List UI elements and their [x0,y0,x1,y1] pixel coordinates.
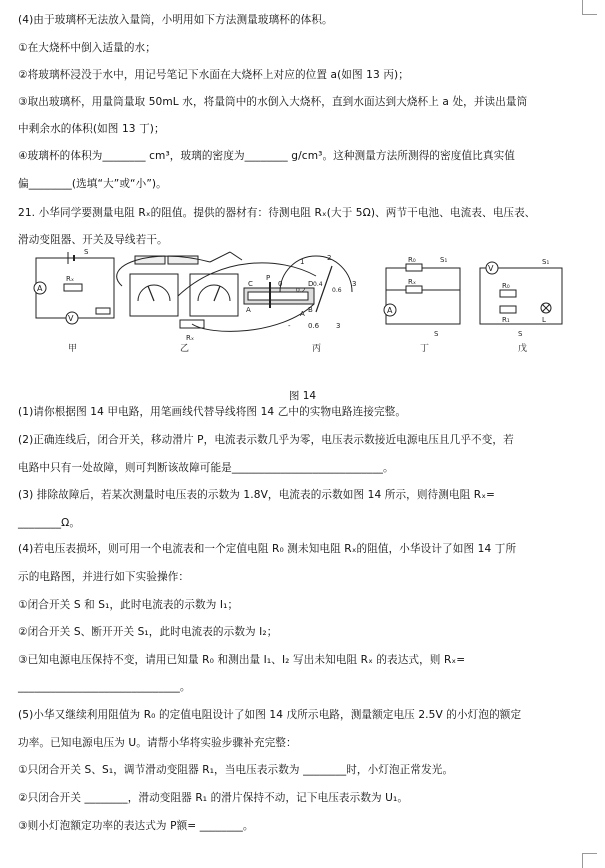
text-line: ④玻璃杯的体积为________ cm³，玻璃的密度为________ g/cm³。这种测量方法所测得的密度值比真实值 [18,150,515,162]
text-line: 中剩余水的体积(如图 13 丁)； [18,123,165,135]
scale-tick-3: 3 [352,280,357,288]
label-jia: 甲 [68,344,78,354]
ammeter-label: A [37,284,43,293]
text-line: ③则小灯泡额定功率的表达式为 P额= ________。 [18,820,254,832]
text-line: 21. 小华同学要测量电阻 Rₓ的阻值。提供的器材有：待测电阻 Rₓ(大于 5Ω)、两节干电池、电流表、电压表、 [18,207,536,219]
voltmeter-label: V [68,314,74,323]
r0-wu-label: R₀ [502,282,510,290]
figure-caption: 图 14 [288,390,317,402]
s-wu-label: S [518,330,523,338]
text-line: 滑动变阻器、开关及导线若干。 [18,234,168,246]
scale-tick-0: 0 [278,280,283,288]
circuit-ding [384,256,460,354]
s1-wu-label: S₁ [542,258,550,266]
figure-14 [30,246,575,396]
text-line: (4)若电压表损坏，则可用一个电流表和一个定值电阻 R₀ 测未知电阻 Rₓ的阻值，小华设计了如图 14 丁所 [18,543,517,555]
label-wu: 戊 [518,344,528,354]
page-corner-bottom [582,853,597,868]
terminal-b-label: B [308,306,313,314]
inner-tick-1: 0.2 [296,287,306,294]
s-label-ding: S [434,330,439,338]
dial-a-label: A [300,310,305,318]
inner-tick-3: 0.6 [332,287,342,294]
text-line: ①在大烧杯中倒入适量的水； [18,42,156,54]
label-ding: 丁 [420,344,430,354]
scale-tick-2: 2 [327,254,332,262]
text-line: (3) 排除故障后，若某次测量时电压表的示数为 1.8V，电流表的示数如图 14 所示，则待测电阻 Rₓ= [18,489,496,501]
text-line: ________Ω。 [18,517,81,529]
switch-label: S [84,248,89,256]
text-line: ①闭合开关 S 和 S₁，此时电流表的示数为 I₁； [18,599,239,611]
text-line: ②闭合开关 S、断开开关 S₁，此时电流表的示数为 I₂； [18,626,278,638]
label-bing: 丙 [312,344,322,354]
terminal-3: 3 [336,322,341,330]
text-line: ②将玻璃杯浸没于水中，用记号笔记下水面在大烧杯上对应的位置 a(如图 13 丙)； [18,69,409,81]
text-line: ③取出玻璃杯，用量筒量取 50mL 水，将量筒中的水倒入大烧杯，直到水面达到大烧杯上 a 处，并读出量筒 [18,96,528,108]
terminal-a-label: A [246,306,251,314]
circuit-jia [34,248,114,354]
circuit-wu [480,258,562,354]
r0-label: R₀ [408,256,416,264]
text-line: 电路中只有一处故障，则可判断该故障可能是____________________________。 [18,462,394,474]
text-line: ①只闭合开关 S、S₁，调节滑动变阻器 R₁，当电压表示数为 ________时，小灯泡正常发光。 [18,764,454,776]
inner-tick-2: 0.4 [313,281,323,288]
text-line: (5)小华又继续利用阻值为 R₀ 的定值电阻设计了如图 14 戊所示电路，测量额定电压 2.5V 的小灯泡的额定 [18,709,522,721]
scale-tick-1: 1 [300,258,305,266]
terminal-d-label: D [308,280,314,288]
terminal-06: 0.6 [308,322,320,330]
lamp-label: L [542,316,546,324]
text-line: (4)由于玻璃杯无法放入量筒，小明用如下方法测量玻璃杯的体积。 [18,14,333,26]
label-yi: 乙 [180,344,190,354]
voltmeter-wu-label: V [488,264,494,273]
ammeter-ding-label: A [387,306,393,315]
text-line: 示的电路图，并进行如下实验操作： [18,571,190,583]
rx-label-ding: Rₓ [408,278,416,286]
text-line: ②只闭合开关 ________，滑动变阻器 R₁ 的滑片保持不动，记下电压表示数为 U₁。 [18,792,409,804]
text-line: (2)正确连线后，闭合开关，移动滑片 P，电流表示数几乎为零，电压表示数接近电源电压且几乎不变，若 [18,434,514,446]
apparatus-yi [117,252,316,354]
text-line: 功率。已知电源电压为 U。请帮小华将实验步骤补充完整： [18,737,297,749]
page-corner-top [582,0,597,15]
rx-label: Rₓ [66,275,74,283]
text-line: (1)请你根据图 14 甲电路，用笔画线代替导线将图 14 乙中的实物电路连接完整。 [18,406,407,418]
text-line: ______________________________。 [18,681,191,693]
text-line: ③已知电源电压保持不变，请用已知量 R₀ 和测出量 I₁、I₂ 写出未知电阻 Rₓ 的表达式，则 Rₓ= [18,654,466,666]
rx-label-yi: Rₓ [186,334,194,342]
terminal-neg: - [288,322,291,330]
text-line: 偏________(选填“大”或“小”)。 [18,178,167,190]
r1-label: R₁ [502,316,510,324]
terminal-c-label: C [248,280,253,288]
s1-label: S₁ [440,256,448,264]
slider-p-label: P [266,274,271,282]
